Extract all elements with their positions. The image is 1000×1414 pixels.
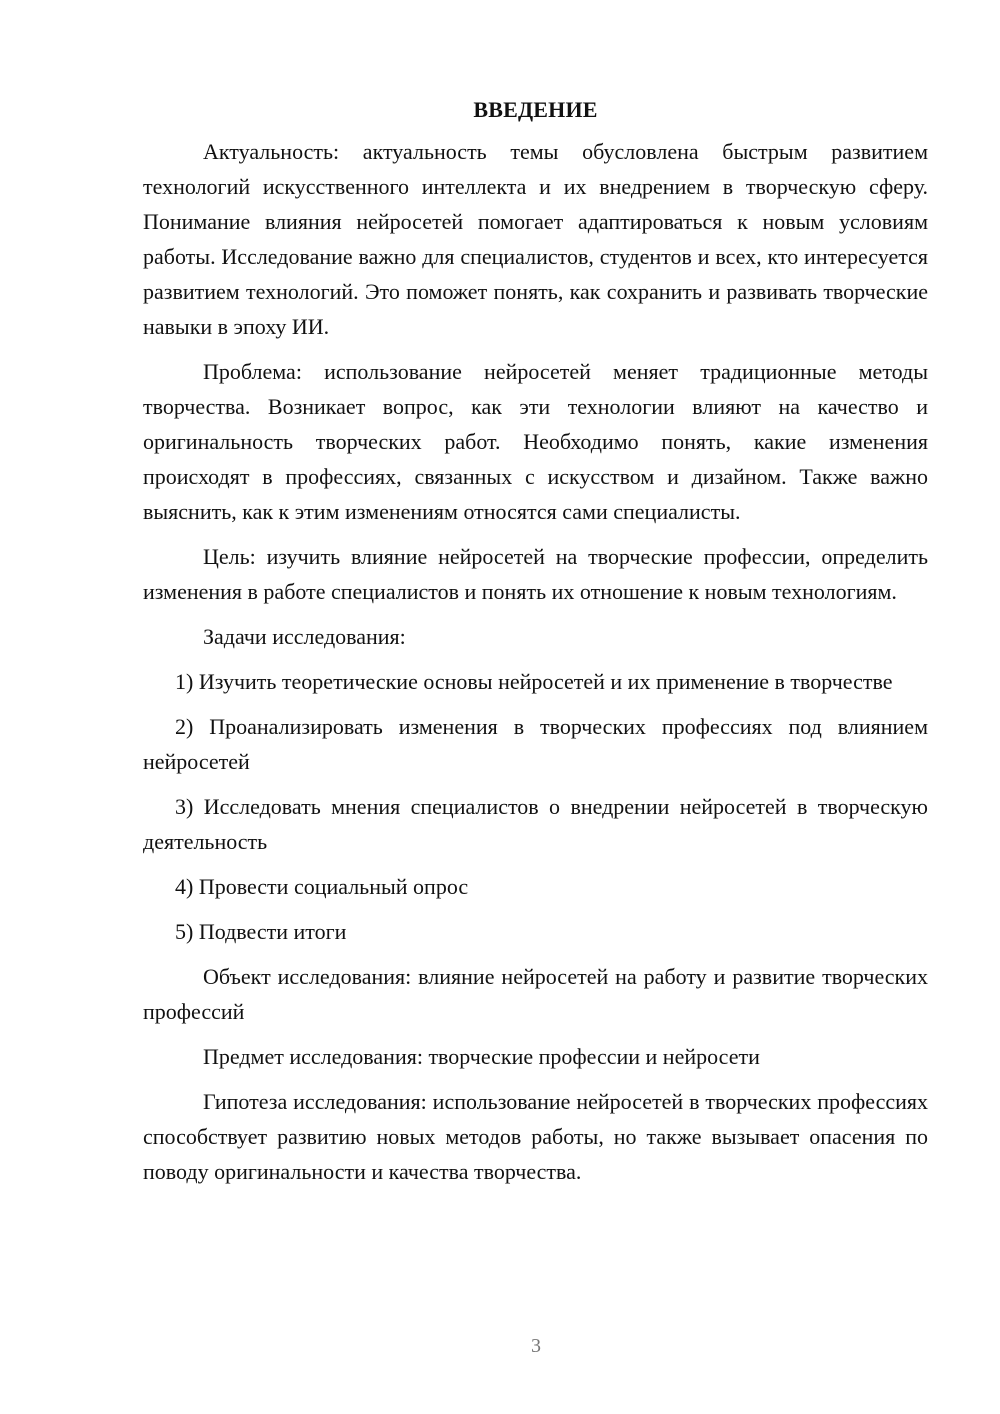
task-item: 5) Подвести итоги	[175, 919, 347, 944]
subject-paragraph: Предмет исследования: творческие профессии и нейросети	[203, 1044, 760, 1069]
goal-paragraph: Цель: изучить влияние нейросетей на творческие профессии, определить изменения в работе специалистов и понять их отношение к новым технологиям.	[143, 544, 928, 604]
task-item: 3) Исследовать мнения специалистов о внедрении нейросетей в творческую деятельность	[143, 794, 928, 854]
relevance-paragraph: Актуальность: актуальность темы обусловлена быстрым развитием технологий искусственного интеллекта и их внедрением в творческую сферу. Понимание влияния нейросетей помогает адаптироваться к новым условиям работы. Исследование важно для специалистов, студентов и всех, кто интересуется развитием технологий. Это поможет понять, как сохранить и развивать творческие навыки в эпоху ИИ.	[143, 139, 928, 339]
page-content	[143, 95, 928, 1199]
tasks-list	[143, 664, 928, 949]
task-item: 1) Изучить теоретические основы нейросетей и их применение в творчестве	[175, 669, 893, 694]
hypothesis-paragraph: Гипотеза исследования: использование нейросетей в творческих профессиях способствует развитию новых методов работы, но также вызывает опасения по поводу оригинальности и качества творчества.	[143, 1089, 928, 1184]
problem-paragraph: Проблема: использование нейросетей меняет традиционные методы творчества. Возникает вопрос, как эти технологии влияют на качество и оригинальность творческих работ. Необходимо понять, какие изменения происходят в профессиях, связанных с искусством и дизайном. Также важно выяснить, как к этим изменениям относятся сами специалисты.	[143, 359, 928, 524]
task-item: 4) Провести социальный опрос	[175, 874, 469, 899]
section-heading: ВВЕДЕНИЕ	[473, 97, 598, 122]
tasks-title: Задачи исследования:	[203, 624, 406, 649]
object-paragraph: Объект исследования: влияние нейросетей на работу и развитие творческих профессий	[143, 964, 928, 1024]
task-item: 2) Проанализировать изменения в творческих профессиях под влиянием нейросетей	[143, 714, 928, 774]
page-number: 3	[531, 1335, 541, 1357]
